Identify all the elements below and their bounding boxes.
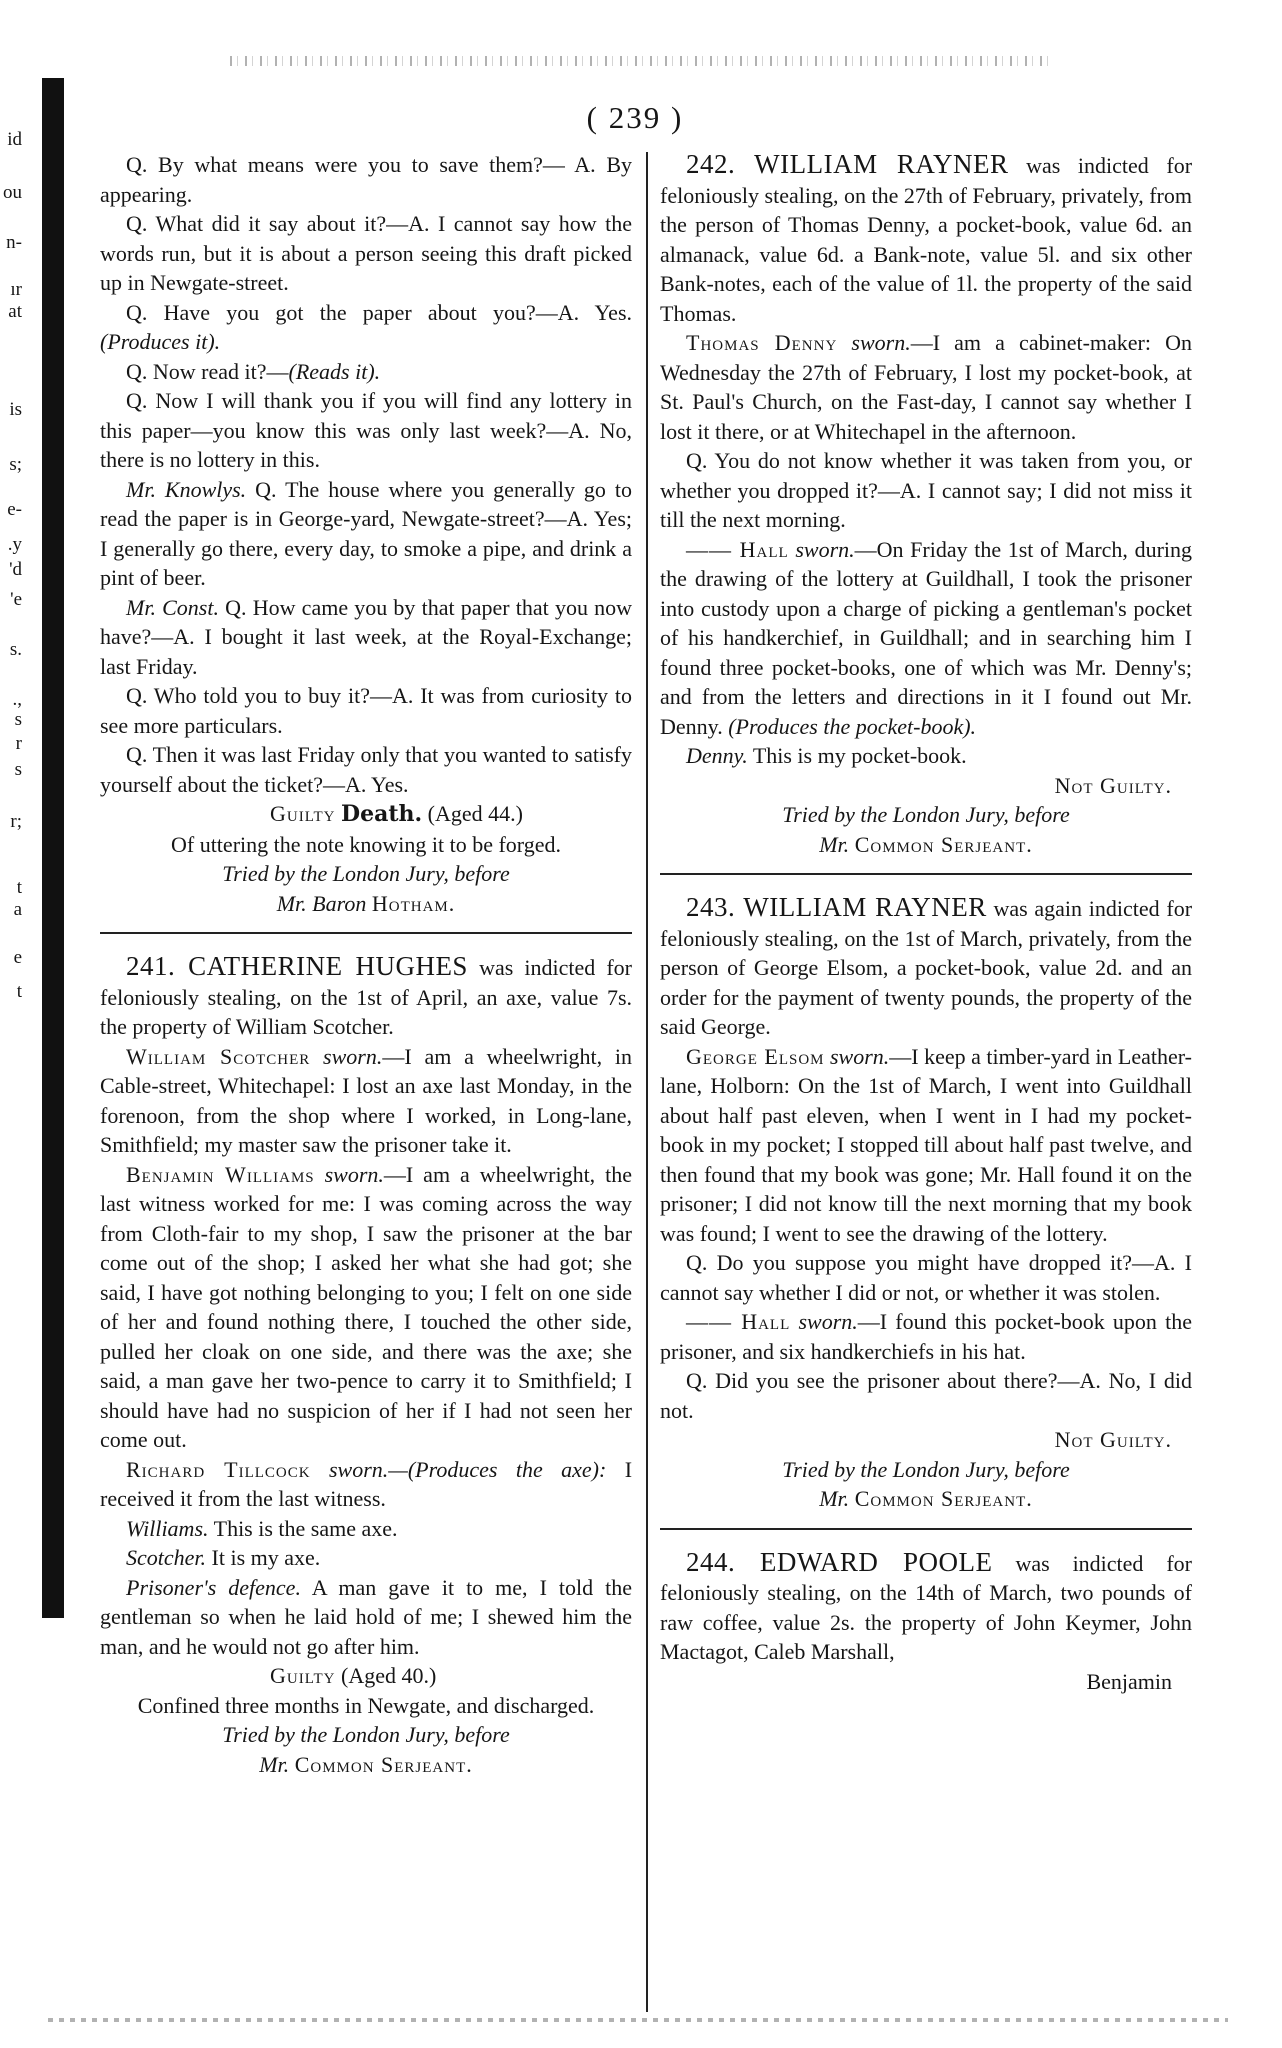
catchword: Benjamin bbox=[1086, 1668, 1172, 1694]
question-paragraph: Q. What did it say about it?—A. I cannot say how the words run, but it is about a person seeing this draft picked up in Newgate-street. bbox=[100, 211, 632, 295]
edge-fragment: 'e bbox=[10, 589, 22, 610]
testimony-paragraph: Scotcher. It is my axe. bbox=[126, 1545, 321, 1570]
question-paragraph: Q. Now read it?—(Reads it). bbox=[126, 358, 381, 384]
case-separator bbox=[660, 1528, 1192, 1530]
testimony-paragraph: —— Hall sworn.—On Friday the 1st of March, during the drawing of the lottery at Guildhall, I took the prisoner into custody upon a charge of picking a gentleman's pocket of his handkerchief, in Guildhall; and in searching him I found three pocket-books, one of which was Mr. Denny's; and from the letters and directions in it I found out Mr. Denny. (Produces the pocket-book). bbox=[660, 536, 1193, 739]
sentence-241: Confined three months in Newgate, and discharged. bbox=[137, 1692, 595, 1718]
edge-fragment: s bbox=[14, 709, 22, 730]
edge-fragment: 'd bbox=[9, 559, 22, 580]
counsel-question: Mr. Const. Q. How came you by that paper that you now have?—A. I bought it last week, at the Royal-Exchange; last Friday. bbox=[100, 594, 633, 679]
verdict-242: Not Guilty. bbox=[1054, 772, 1172, 798]
testimony-paragraph: George Elsom sworn.—I keep a timber-yard in Leather-lane, Holborn: On the 1st of March, I went into Guildhall about half past eleven, when I went in I had my pocket-book in my pocket; I stopped till about half past twelve, and then found that my book was gone; Mr. Hall found it on the prisoner; I did not know till the next morning that my book was found; I went to see the drawing of the lottery. bbox=[660, 1043, 1192, 1246]
question-paragraph: Q. By what means were you to save them?— A. By appearing. bbox=[100, 152, 632, 207]
edge-fragment: e bbox=[13, 947, 22, 968]
tried-before: Tried by the London Jury, before bbox=[782, 802, 1070, 827]
edge-fragment: is bbox=[9, 399, 22, 420]
testimony-paragraph: Richard Tillcock sworn.—(Produces the axe): I received it from the last witness. bbox=[100, 1456, 633, 1511]
tried-before: Tried by the London Jury, before bbox=[222, 1722, 510, 1747]
question-paragraph: Q. Do you suppose you might have dropped it?—A. I cannot say whether I did or not, or whether it was stolen. bbox=[660, 1250, 1192, 1305]
question-paragraph: Q. Have you got the paper about you?—A. Yes. (Produces it). bbox=[100, 299, 632, 354]
question-paragraph: Q. Who told you to buy it?—A. It was from curiosity to see more particulars. bbox=[100, 683, 632, 738]
edge-fragment: ır bbox=[10, 279, 22, 300]
edge-fragment: id bbox=[7, 129, 22, 150]
edge-fragment: r; bbox=[10, 811, 22, 832]
judge-name: Mr. Common Serjeant. bbox=[259, 1751, 473, 1777]
edge-fragment: ou bbox=[3, 182, 22, 203]
judge-name: Mr. Baron Hotham. bbox=[276, 890, 456, 916]
left-column bbox=[100, 150, 632, 1779]
edge-fragment: s; bbox=[9, 454, 22, 475]
case-intro-244: 244. EDWARD POOLE was indicted for feloniously stealing, on the 14th of March, two pounds of raw coffee, value 2s. the property of John Keymer, John Mactagot, Caleb Marshall, bbox=[660, 1546, 1192, 1664]
testimony-paragraph: Williams. This is the same axe. bbox=[126, 1515, 398, 1541]
right-column bbox=[660, 150, 1192, 1696]
testimony-paragraph: William Scotcher sworn.—I am a wheelwright, in Cable-street, Whitechapel: I lost an axe last Monday, in the forenoon, from the shop where I worked, in Long-lane, Smithfield; my master saw the prisoner take it. bbox=[100, 1043, 632, 1157]
edge-fragment: t bbox=[16, 981, 22, 1002]
judge-name: Mr. Common Serjeant. bbox=[819, 831, 1033, 857]
edge-fragment: s. bbox=[9, 639, 22, 660]
case-intro-242: 242. WILLIAM RAYNER was indicted for feloniously stealing, on the 27th of February, privately, from the person of Thomas Denny, a pocket-book, value 6d. an almanack, value 6d. a Bank-note, value 5l. and six other Bank-notes, each of the value of 1l. the property of the said Thomas. bbox=[660, 149, 1193, 326]
verdict-240: Guilty Death. (Aged 44.) bbox=[270, 801, 523, 827]
case-separator bbox=[100, 932, 632, 934]
tried-before: Tried by the London Jury, before bbox=[222, 861, 510, 886]
page-spine-shadow bbox=[42, 78, 64, 1618]
edge-fragment: e- bbox=[7, 499, 22, 520]
edge-fragment: s bbox=[14, 759, 22, 780]
edge-fragment: r bbox=[15, 733, 22, 754]
edge-fragment: a bbox=[13, 899, 22, 920]
edge-fragment: .y bbox=[7, 534, 22, 555]
question-paragraph: Q. You do not know whether it was taken from you, or whether you dropped it?—A. I cannot say; I did not miss it till the next morning. bbox=[660, 448, 1192, 532]
case-intro-241: 241. CATHERINE HUGHES was indicted for feloniously stealing, on the 1st of April, an axe, value 7s. the property of William Scotcher. bbox=[100, 951, 633, 1039]
question-paragraph: Q. Then it was last Friday only that you wanted to satisfy yourself about the ticket?—A. Yes. bbox=[100, 742, 632, 797]
question-paragraph: Q. Did you see the prisoner about there?—A. No, I did not. bbox=[660, 1368, 1192, 1423]
edge-fragment: n- bbox=[6, 232, 22, 253]
testimony-paragraph: —— Hall sworn.—I found this pocket-book upon the prisoner, and six handkerchiefs in his hat. bbox=[660, 1309, 1193, 1364]
testimony-paragraph: Denny. This is my pocket-book. bbox=[686, 743, 967, 768]
page-number: ( 239 ) bbox=[586, 100, 684, 135]
testimony-paragraph: Benjamin Williams sworn.—I am a wheelwright, the last witness worked for me: I was coming across the way from Cloth-fair to my shop, I saw the prisoner at the bar come out of the shop; I asked her what she had got; she said, I have got nothing belonging to you; I felt on one side of her and found nothing there, I touched the other side, pulled her cloak on one side, and there was the axe; she said, a man gave her two-pence to carry it to Smithfield; I should have had no suspicion of her if I had not seen her come out. bbox=[100, 1161, 633, 1452]
defence-paragraph: Prisoner's defence. A man gave it to me, I told the gentleman so when he laid hold of me; I shewed him the man, and he would not go after him. bbox=[100, 1574, 632, 1659]
verdict-note-240: Of uttering the note knowing it to be forged. bbox=[170, 831, 562, 857]
judge-name: Mr. Common Serjeant. bbox=[819, 1486, 1033, 1511]
case-intro-243: 243. WILLIAM RAYNER was again indicted for feloniously stealing, on the 1st of March, privately, from the person of George Elsom, a pocket-book, value 2d. and an order for the payment of twenty pounds, the property of the said George. bbox=[660, 892, 1193, 1039]
tried-before: Tried by the London Jury, before bbox=[782, 1456, 1070, 1482]
edge-fragment: t bbox=[16, 877, 22, 898]
verdict-243: Not Guilty. bbox=[1054, 1427, 1172, 1452]
top-scan-noise bbox=[230, 56, 1050, 66]
case-separator bbox=[660, 873, 1192, 875]
bottom-scan-noise bbox=[48, 2018, 1228, 2022]
verdict-241: Guilty (Aged 40.) bbox=[270, 1663, 437, 1688]
edge-fragment: at bbox=[8, 301, 22, 322]
testimony-paragraph: Thomas Denny sworn.—I am a cabinet-maker: On Wednesday the 27th of February, I lost my pocket-book, at St. Paul's Church, on the Fast-day, I cannot say whether I lost it there, or at Whitechapel in the afternoon. bbox=[660, 330, 1192, 444]
question-paragraph: Q. Now I will thank you if you will find any lottery in this paper—you know this was only last week?—A. No, there is no lottery in this. bbox=[100, 388, 632, 472]
counsel-question: Mr. Knowlys. Q. The house where you generally go to read the paper is in George-yard, Newgate-street?—A. Yes; I generally go there, every day, to smoke a pipe, and drink a pint of beer. bbox=[100, 476, 632, 590]
column-divider bbox=[646, 152, 648, 2012]
edge-fragment: ., bbox=[12, 689, 22, 710]
